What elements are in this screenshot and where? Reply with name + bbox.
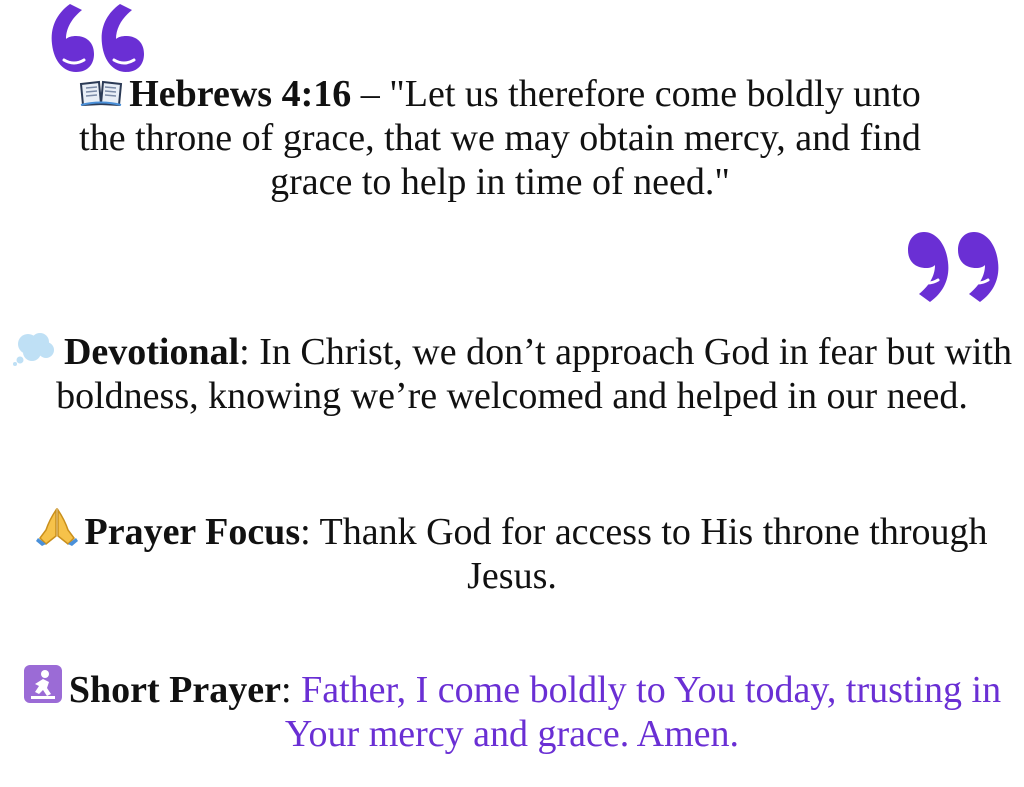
prayer-focus-text: Thank God for access to His throne through Jesus. [319, 511, 988, 597]
place-of-worship-icon [23, 664, 63, 704]
verse-block [60, 72, 940, 204]
open-book-icon [79, 78, 123, 108]
devotional-text: In Christ, we don’t approach God in fear but with boldness, knowing we’re welcomed and helped in our need. [56, 331, 1013, 417]
prayer-focus-block [0, 508, 1024, 598]
prayer-focus-label: Prayer Focus [84, 511, 301, 553]
short-prayer-label: Short Prayer [68, 669, 281, 711]
folded-hands-icon [36, 508, 78, 546]
short-prayer-separator: : [281, 669, 302, 711]
thought-bubble-icon [12, 332, 58, 366]
devotional-separator: : [239, 331, 260, 373]
close-quote-icon [906, 226, 1004, 306]
verse-text: "Let us therefore come boldly unto the throne of grace, that we may obtain mercy, and find grace to help in time of need." [79, 73, 921, 203]
verse-reference: Hebrews 4:16 [129, 73, 352, 115]
open-quote-icon [48, 0, 148, 76]
short-prayer-block [0, 664, 1024, 756]
short-prayer-text: Father, I come boldly to You today, trusting in Your mercy and grace. Amen. [284, 669, 1002, 755]
verse-separator: – [351, 73, 390, 115]
devotional-label: Devotional [63, 331, 240, 373]
prayer-focus-separator: : [300, 511, 320, 553]
devotional-block [0, 330, 1024, 418]
